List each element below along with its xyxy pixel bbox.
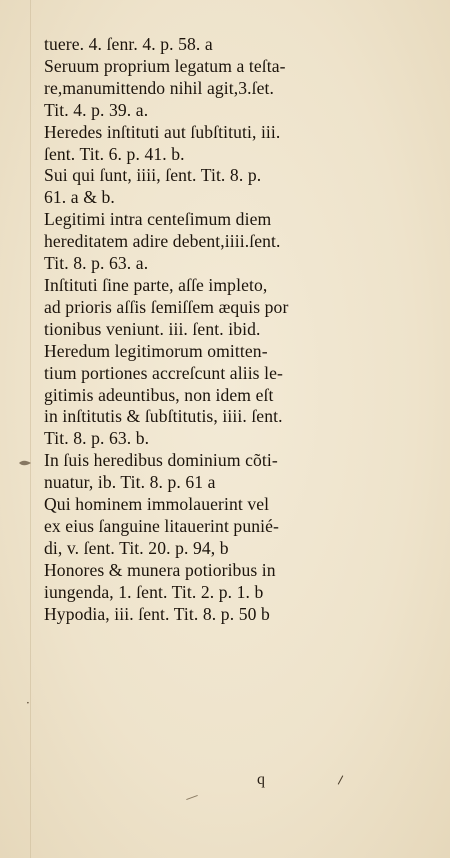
- text-line: gitimis adeuntibus, non idem eſt: [44, 384, 274, 405]
- text-line: in inſtitutis & ſubſtitutis, iiii. ſent.: [44, 406, 283, 427]
- text-line: 61. a & b.: [44, 187, 115, 208]
- text-line: Honores & munera potioribus in: [44, 559, 276, 580]
- text-line: nuatur, ib. Tit. 8. p. 61 a: [44, 472, 216, 493]
- text-line: Heredum legitimorum omitten-: [44, 340, 268, 361]
- marginal-pointer-mark: [18, 456, 32, 470]
- index-text-block: [44, 34, 424, 625]
- text-line: ſent. Tit. 6. p. 41. b.: [44, 143, 185, 164]
- ink-tick-mark: [338, 775, 344, 784]
- text-line: Seruum proprium legatum a teſta-: [44, 55, 286, 76]
- text-line: hereditatem adire debent,iiii.ſent.: [44, 231, 281, 252]
- text-line: Inſtituti ſine parte, aſſe impleto,: [44, 274, 268, 295]
- text-line: ex eius ſanguine litauerint punié-: [44, 515, 279, 536]
- text-line: re,manumittendo nihil agit,3.ſet.: [44, 77, 275, 98]
- text-line: Sui qui ſunt, iiii, ſent. Tit. 8. p.: [44, 165, 262, 186]
- text-line: Tit. 8. p. 63. a.: [44, 253, 149, 274]
- text-line: Heredes inſtituti aut ſubſtituti, iii.: [44, 121, 281, 142]
- text-line: di, v. ſent. Tit. 20. p. 94, b: [44, 537, 229, 558]
- catchword: q: [257, 771, 265, 788]
- text-line: ad prioris aſſis ſemiſſem æquis por: [44, 296, 289, 317]
- text-line: tionibus veniunt. iii. ſent. ibid.: [44, 318, 261, 339]
- text-line: Hypodia, iii. ſent. Tit. 8. p. 50 b: [44, 603, 270, 624]
- text-line: Tit. 8. p. 63. b.: [44, 428, 150, 449]
- text-line: tuere. 4. ſenr. 4. p. 58. a: [44, 34, 213, 54]
- text-line: Legitimi intra centeſimum diem: [44, 209, 272, 230]
- text-line: In ſuis heredibus dominium cõti-: [44, 450, 278, 471]
- text-line: tium portiones accreſcunt aliis le-: [44, 362, 283, 383]
- text-line: Tit. 4. p. 39. a.: [44, 99, 149, 120]
- text-line: Qui hominem immolauerint vel: [44, 494, 270, 515]
- marginal-dot: ·: [26, 696, 30, 710]
- ink-dash-mark: [186, 795, 198, 800]
- margin-rule: [30, 0, 31, 858]
- text-line: iungenda, 1. ſent. Tit. 2. p. 1. b: [44, 581, 264, 602]
